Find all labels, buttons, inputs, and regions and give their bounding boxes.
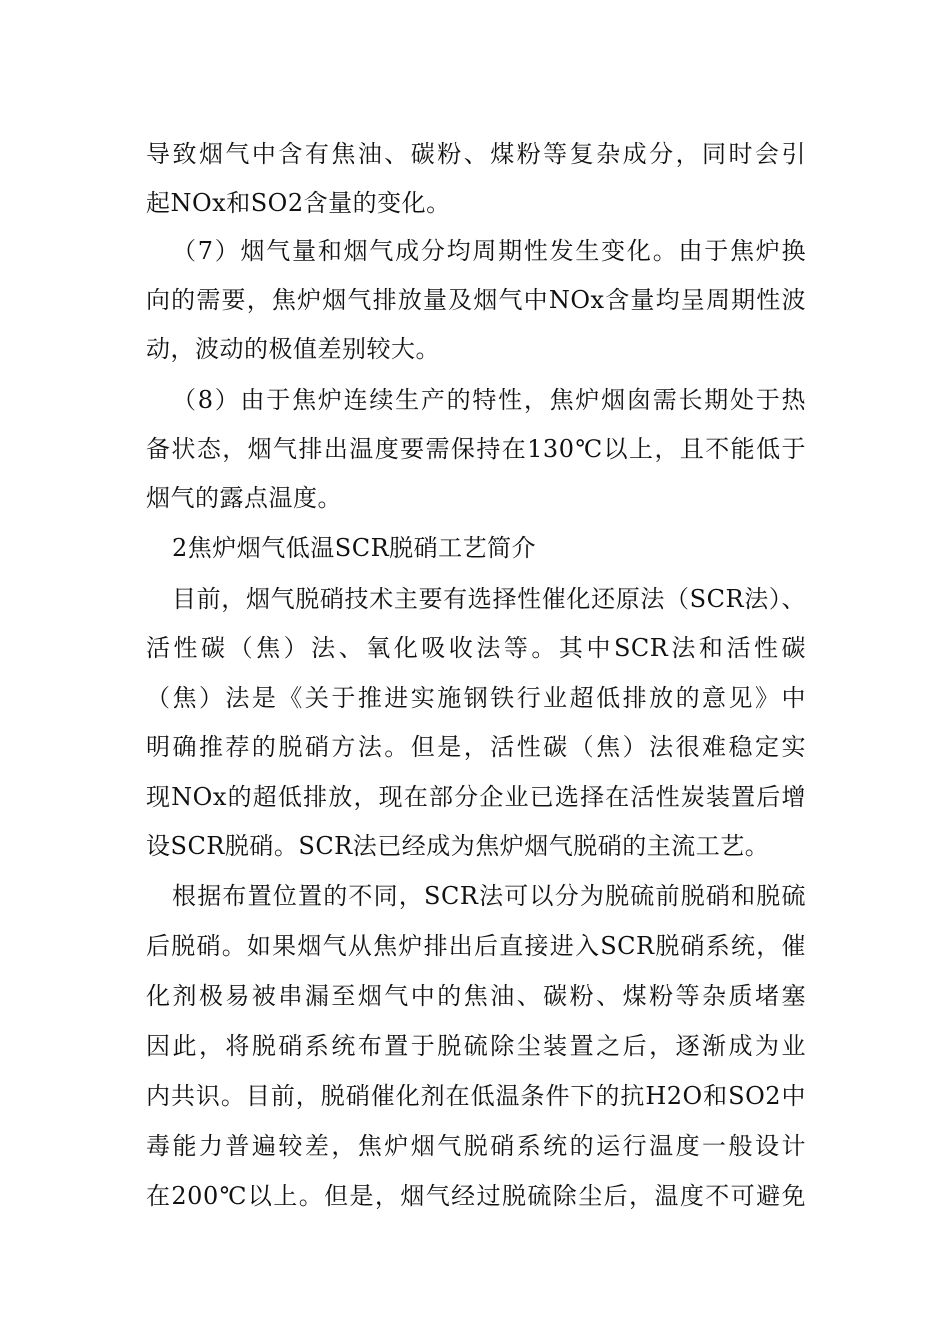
text-line: 活性碳（焦）法、氧化吸收法等。其中SCR法和活性碳 — [146, 634, 806, 662]
text-line: 在200℃以上。但是，烟气经过脱硫除尘后，温度不可避免 — [146, 1182, 806, 1210]
text-line: 烟气的露点温度。 — [146, 484, 342, 512]
text-line: 毒能力普遍较差，焦炉烟气脱硝系统的运行温度一般设计 — [146, 1132, 806, 1160]
text-line: （8）由于焦炉连续生产的特性，焦炉烟囱需长期处于热 — [172, 386, 806, 414]
text-line: 目前，烟气脱硝技术主要有选择性催化还原法（SCR法）、 — [172, 585, 806, 613]
text-line: 现NOx的超低排放，现在部分企业已选择在活性炭装置后增 — [146, 783, 806, 811]
text-line: 向的需要，焦炉烟气排放量及烟气中NOx含量均呈周期性波 — [146, 286, 806, 314]
text-line: 后脱硝。如果烟气从焦炉排出后直接进入SCR脱硝系统，催 — [146, 932, 806, 960]
section-heading: 2焦炉烟气低温SCR脱硝工艺简介 — [172, 534, 537, 562]
text-line: 根据布置位置的不同，SCR法可以分为脱硫前脱硝和脱硫 — [172, 882, 806, 910]
text-line: 因此，将脱硝系统布置于脱硫除尘装置之后，逐渐成为业 — [146, 1032, 806, 1060]
text-line: 设SCR脱硝。SCR法已经成为焦炉烟气脱硝的主流工艺。 — [146, 832, 770, 860]
text-line: （7）烟气量和烟气成分均周期性发生变化。由于焦炉换 — [172, 237, 806, 265]
text-line: 内共识。目前，脱硝催化剂在低温条件下的抗H2O和SO2中 — [146, 1082, 806, 1110]
text-line: （焦）法是《关于推进实施钢铁行业超低排放的意见》中 — [146, 684, 806, 712]
text-line: 备状态，烟气排出温度要需保持在130℃以上，且不能低于 — [146, 435, 806, 463]
text-line: 化剂极易被串漏至烟气中的焦油、碳粉、煤粉等杂质堵塞 — [146, 982, 806, 1010]
text-line: 起NOx和SO2含量的变化。 — [146, 189, 451, 217]
text-line: 明确推荐的脱硝方法。但是，活性碳（焦）法很难稳定实 — [146, 733, 806, 761]
text-line: 动，波动的极值差别较大。 — [146, 335, 440, 363]
text-line: 导致烟气中含有焦油、碳粉、煤粉等复杂成分，同时会引 — [146, 140, 806, 168]
